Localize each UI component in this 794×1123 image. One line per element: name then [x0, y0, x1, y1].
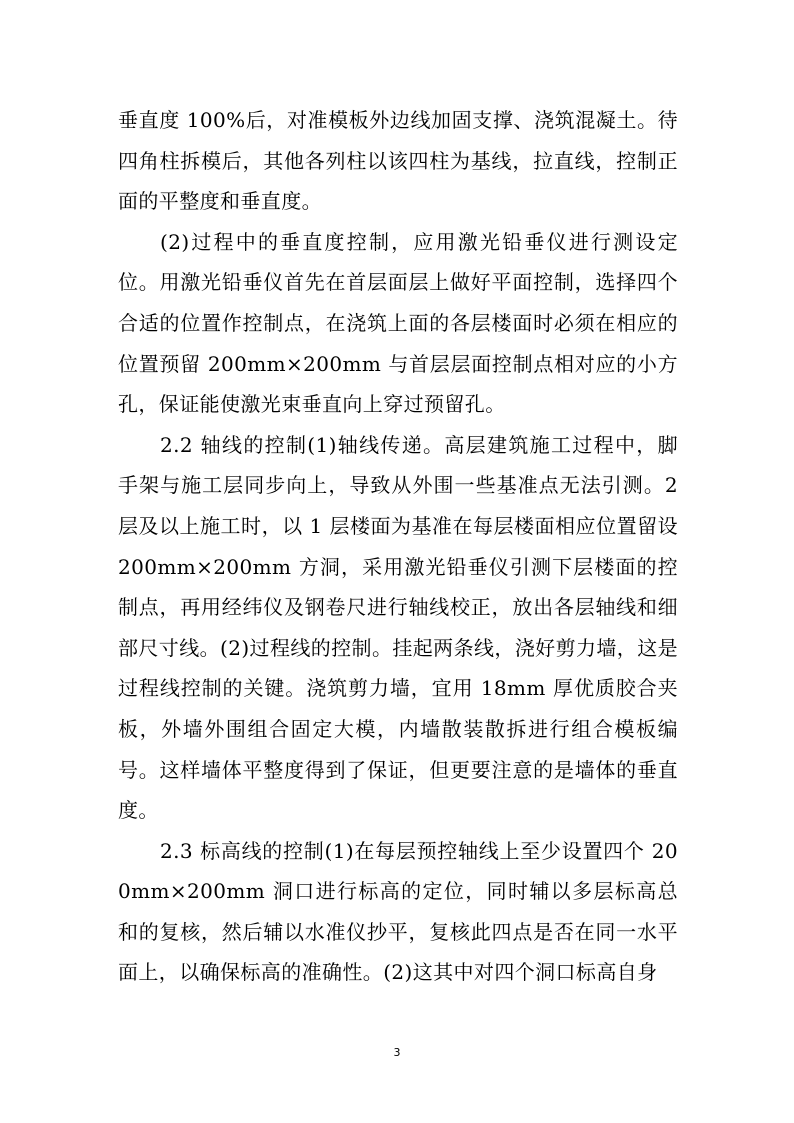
paragraph-1: 垂直度 100%后，对准模板外边线加固支撑、浇筑混凝土。待四角柱拆模后，其他各列柱以该四柱为基线，拉直线，控制正面的平整度和垂直度。 [118, 108, 678, 214]
paragraph-4: 2.3 标高线的控制(1)在每层预控轴线上至少设置四个 200mm×200mm 洞口进行标高的定位，同时辅以多层标高总和的复核，然后辅以水准仪抄平，复核此四点是否在同一水平面上，以确保标高的准确性。(2)这其中对四个洞口标高自身 [118, 838, 678, 985]
page-number: 3 [393, 1046, 401, 1059]
paragraph-2: (2)过程中的垂直度控制，应用激光铅垂仪进行测设定位。用激光铅垂仪首先在首层面层上做好平面控制，选择四个合适的位置作控制点，在浇筑上面的各层楼面时必须在相应的位置预留 200mm×200mm 与首层层面控制点相对应的小方孔，保证能使激光束垂直向上穿过预留孔。 [118, 229, 678, 417]
body-text [118, 100, 678, 993]
paragraph-3: 2.2 轴线的控制(1)轴线传递。高层建筑施工过程中，脚手架与施工层同步向上，导致从外围一些基准点无法引测。2 层及以上施工时，以 1 层楼面为基准在每层楼面相应位置留设 200mm×200mm 方洞，采用激光铅垂仪引测下层楼面的控制点，再用经纬仪及钢卷尺进行轴线校正，放出各层轴线和细部尺寸线。(2)过程线的控制。挂起两条线，浇好剪力墙，这是过程线控制的关键。浇筑剪力墙，宜用 18mm 厚优质胶合夹板，外墙外围组合固定大模，内墙散装散拆进行组合模板编号。这样墙体平整度得到了保证，但更要注意的是墙体的垂直度。 [118, 432, 678, 823]
